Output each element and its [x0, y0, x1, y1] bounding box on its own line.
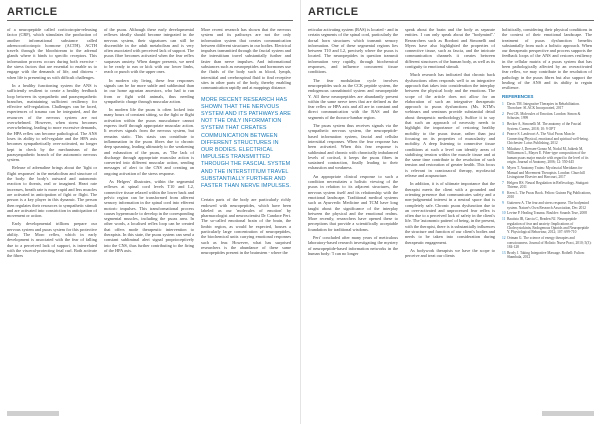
- reference-text: Pearce S. Lasdecort A. The Vital Psoas Muscle: Connecting Physical, emotional and spiritual well-being. Chichester: Lotus Publishing, 2012: [507, 132, 589, 146]
- reference-item: [502, 166, 592, 179]
- references-list: [502, 102, 592, 260]
- reference-item: [502, 211, 592, 215]
- paragraph: As bodywork therapists we have the scope to perceive and treat our clients: [405, 247, 495, 259]
- reference-number: 3: [502, 122, 504, 127]
- paragraph: reticular activating system (RAS) is located - and in certain segments of the spinal cord, particularly the dorsal horn structures which transmit sensory information. One of these segmental regions lies between T10 and L2, precisely where the psoas is located. The neuropeptides in question transmit information very rapidly, through biochemical responses, and influence concurrent tissue conditions.: [308, 27, 398, 75]
- paragraph: Pert' concluded after many years of meticulous laboratory-based research investigating the mystery of neuropeptide-based information networks in the human body: 'I can no longer: [308, 234, 398, 256]
- reference-number: 9: [502, 201, 504, 206]
- reference-item: [502, 201, 592, 210]
- paragraph: Much research has indicated that chronic back dysfunctions often responds well to an integrative approach that takes into consideration the interplay between the physical body and the emotions. The scope of the article does not allow for an elaboration of such an integrative therapeutic approach to psoas dysfunctions (Ms. KTM's webinars and seminars provide substantial detail about therapeutic methodology). Suffice it to say that such an approach of necessity needs to highlight the importance of restoring healthy mobility to the psoas tissue, rather than just focusing on its properties of muscularity and mobility. A deep listening to connective tissue conditions at such a level can identify areas of stabilising tension within the muscle tissue and at the same time contribute to the resolution of such tension and restoration of greater health. This focus is relevant in craniosacral therapy, myofascial release and acupuncture.: [405, 72, 495, 179]
- reference-number: 5: [502, 147, 504, 152]
- paragraph: In addition, it is of ultimate importance that the therapist meets the client with a grounded and orienting presence that communicates safety and a non-judgmental interest in a neutral space that is completely safe. Chronic psoas dysfunction due to an over-activated and unprocessed fear reflex is often due to a perceived lack of safety in the client's life. The 'autonomic pattern' of being, in the present, with the therapist, there is is substantially influences the structure and function of our client's bodies and needs to be taken into consideration during therapeutic engagement.: [405, 181, 495, 245]
- reference-text: Levine P. Healing Trauma. Boulder: Sounds True, 2008: [507, 211, 587, 216]
- header-rule-left: [7, 20, 293, 21]
- reference-number: 6: [502, 166, 504, 171]
- reference-number: 13: [502, 250, 506, 255]
- paragraph: of the psoas. Although these early developmental reflexes ideally should become integrated in the nervous system, their signatures can still be discernible in the adult metabolism and is very often associated with perceived lack of support. The psoas fibre becomes activated when the fear reflex surpasses anxiety. When danger presents, we need to be ready to run or kick with our lower limbs, reach or punch with the upper ones.: [104, 27, 194, 75]
- pull-quote: MORE RECENT RESEARCH HAS SHOWN THAT THE NERVOUS SYSTEM AND ITS PATHWAYS ARE NOT THE ONLY INFORMATION SYSTEM THAT CREATES COMMUNICATION BETWEEN DIFFERENT STRUCTURES IN OUR BODIES. ELECTRICAL IMPULSES TRANSMITTED THROUGH THE FASCIAL SYSTEM AND THE INTERSTITIUM TRAVEL SUBSTANTIALLY FURTHER AND FASTER THAN NERVE IMPULSES.: [201, 96, 291, 189]
- reference-item: [502, 191, 592, 200]
- paragraph: holistically, considering their physical conditions in the context of their emotional landscape. The treatment of psoas dysfunction benefits substantially from such a holistic approach. When our therapeutic perspective and process supports the feedback loops of the ANS and restores resiliency in the cellular matrix of a psoas system that has been pathologically affected by an overactivated fear reflex, we may contribute to the resolution of pathology in the psoas fibres but also support the healing of the ANS and its ability to regain resilience.: [502, 27, 592, 91]
- reference-text: Pert CB. Molecules of Emotion. London: Simon & Schuster, 1999: [507, 112, 581, 121]
- column-1: [7, 27, 97, 405]
- reference-number: 8: [502, 190, 504, 195]
- reference-item: [502, 147, 592, 165]
- right-page: [300, 0, 600, 424]
- paragraph: speak about the brain and the body as separate entities. I can only speak about the "bodymind".' Researchers such as Bordoni and Simonelli and Myers have also highlighted the properties of connective tissue, such as fascia, and the intricate communication channels it creates between different structures of the human body, as well as its contiguity to emotional stimuli.: [405, 27, 495, 70]
- reference-item: [502, 236, 592, 249]
- reference-text: Gutierrez A. The fear and stress response. The bodymind system. Nature's Own Research Association, Dec 2012: [507, 201, 589, 210]
- column-3: [201, 27, 291, 405]
- reference-item: [502, 112, 592, 121]
- paragraph: In modern life the psoas is often locked into many hours of constant sitting, so the fight or flight activation within the psoas musculature cannot express itself through appropriate muscular action. It receives signals from the nervous system, but remains static. This stasis can contribute to inflammation in the psoas fibres due to chronic deep spasming, leading ultimately to the weakening and exhaustion of the psoas, as 'The lack of discharge through appropriate muscular action is converted into different muscular action, sending messages of alert to the CNS and creating an ongoing activation of the stress response.: [104, 107, 194, 176]
- paragraph: In modern city living, these fear responses signals can be far more subtle and subliminal than in our home agrarian ancestors, who had to run from or fight wild animals, thus needing sympathetic charge through muscular action.: [104, 77, 194, 104]
- reference-number: 10: [502, 211, 506, 216]
- paragraph: Early developmental trillions prepare our nervous system and psoas system for this protective ability. The Moro reflex, which in early development is associated with the fear of falling due to a perceived lack of support, is interrelated with the visceral-protecting fetal curl. Both activate the fibres: [7, 221, 97, 259]
- reference-text: Helgers RS. Neural Regulation in Reflexology. Stuttgart: Thieme, 2011: [507, 180, 590, 190]
- paragraph: Release of adrenaline brings about the 'fight or flight responses' in the metabolism and structure of the body: the body's outward and autonomic reaction to threats, real or imagined. Heart rate increases, breath rate is more rapid and less muscles are activated in anticipation of fight or flight. The person is a key player in this dynamic. The person then regulates their resources to sympathetic stimuli and are activated into constriction in anticipation of movement or action.: [7, 165, 97, 219]
- paragraph: An appropriate clinical response to such a condition necessitates a holistic viewing of the psoas in relation to its adjacent structures, the nervous system itself and its relationship with the emotional landscape. Traditional medical systems such as Ayurvedic Medicine and TCM have long taught about the significance of the interplay between the physical and the emotional realms. More recently, researchers have opened these to perceptions that provide a scientifically acceptable foundation for traditional wisdoms.: [308, 173, 398, 232]
- reference-item: [502, 251, 592, 260]
- reference-number: 1: [502, 101, 504, 106]
- column-6: [502, 27, 592, 405]
- paragraph: of a neuropeptide called corticotropin-releasing factor (CRF), which stimulates the production of another informational substance called adrenocorticotropic hormone (ACTH). ACTH travels through the bloodstream to the adrenal glands where it binds to specific receptors. This information process occurs during both exercise - the stress factors that are essential to enable us to engage with the demands of life, and distress - when life is presenting us with difficult challenges.: [7, 27, 97, 80]
- reference-item: [502, 181, 592, 190]
- header-rule-right: [308, 20, 594, 21]
- reference-text: Keen L. The Psoas Book. Felton: Guinea Pig Publications, 2010: [507, 190, 592, 200]
- reference-text: Davis TM. Integrative Therapies in Rehabilitation. Thorofare: SLACK Incorporated, 2017: [507, 101, 580, 111]
- reference-item: [502, 217, 592, 235]
- reference-number: 12: [502, 236, 506, 241]
- paragraph: More recent research has shown that the nervous system and its pathways are not the only information system that creates communication between different structures in our bodies. Electrical impulses transmitted through the fascial system and the interstitium travel substantially further and faster than nerve impulses. And informational substances such as neuropeptides and hormones use the fluids of the body such as blood, lymph, interstitial and cerebrospinal fluid to find receptive sites in other parts of the body, thereby enabling communication rapidly and at mappings distance.: [201, 27, 291, 91]
- reference-item: [502, 132, 592, 145]
- paragraph: The fear modulation cycle involves neuropeptides such as the CCK peptide system, the endogenous cannabinoid system and neuropeptide Y. All these neuropeptides are abundantly present within the same nerve trees that are defined as the fear reflex or HPA axis and all are in constant and direct communication with the RAS and the segments of the thoraco-lumbar region.: [308, 77, 398, 120]
- section-label-left: ARTICLE: [7, 6, 58, 18]
- column-4: [308, 27, 398, 405]
- paragraph: The psoas system thus receives signals via the sympathetic nervous system, the neuropeptide-based information system, fascial and cellular interstitial responses. When the fear response has been activated. When this fear response is subliminal and chronic with chronically imbalanced levels of cortisol, it keeps the psoas fibres in sustained contraction, finally leading to their exhaustion and weakness.: [308, 123, 398, 171]
- paragraph: Certain parts of the body are particularly richly endowed with neuropeptides, which have been labeled as our 'molecules of emotion' by pharmacologist and neuroscientist Dr Candace Pert. The so-called emotional brain of the brain, the limbic region, as would be expected, houses a particularly large concentration of neuropeptides, the biochemical units carrying emotional responses such as fear. However, what has surprised researchers is the abundance of these same neuropeptides present in the brainstem - where the: [201, 197, 291, 256]
- reference-item: [502, 122, 592, 131]
- reference-text: Becker A, Simonelli M. The anatomy of the Fascial System. Cureus, 2018; 10: 9 OPT: [507, 122, 582, 131]
- reference-number: 11: [502, 217, 506, 222]
- reference-text: Myers T. Anatomy Trains: Myofascial Meridians for Manual and Movement Therapists. London: Churchill Livingstone Elsevier and Harcourt, 2017: [507, 166, 585, 179]
- section-label-right: ARTICLE: [308, 6, 359, 18]
- column-2: [104, 27, 194, 405]
- reference-text: Ortman G. The science of energy therapies and consciousness. Journal of Holistic Nurse Pract, 2010; 5(3): 184-128: [507, 236, 592, 249]
- footer-bar-right: [542, 411, 594, 416]
- reference-text: Brody J. Taking Integrative Massage. Bothell: Fulton: Shambala, 2012: [507, 250, 585, 260]
- paragraph: In a healthy functioning system the ANS is sufficiently resilient to create a healthy feedback loop between its sympathetic and parasympathetic branches, maintaining sufficient resiliency for effective self-regulation. Challenges can be faced, experiences of trauma can be integrated, and the resources of the nervous system are not overwhelmed. However, when stress becomes overwhelming, leading to more excessive demands, the HPA reflex can become pathological. The ANS loses its ability to self-regulate and the HPA axis becomes sympathetically over-activated, no longer kept in check by the mechanisms of the parasympathetic branch of the autonomic nervous system.: [7, 82, 97, 163]
- reference-number: 2: [502, 112, 504, 117]
- footer-bar-left: [7, 411, 59, 416]
- reference-item: [502, 102, 592, 111]
- reference-number: 7: [502, 180, 504, 185]
- reference-text: Mikahaw J, Dressen-Gonzo M, Nodal M, Jaikesh M, Williamson L, Mayes E. Fiber-type composition of the human psoas major muscle with regard to the level of its origin. Journal of Anatomy, 2006; 12: 550-445: [507, 147, 589, 165]
- reference-text: Bautista IR, Garcia C, Beaden NJ. Neuropeptide regulation of fear and anxiety: Implications of Cholecystokinin, Endogenous Opioids and Neuropeptide Y. Physiological Behaviour, 2012; 107: 699-710: [507, 217, 589, 235]
- reference-number: 4: [502, 132, 504, 137]
- paragraph: As Helgers' illustrates, within the segmental reflexes at spinal cord levels T10 and L2, connective tissue relaxed within the lower back and pelvic region can be transformed from afferent sensory information in the spinal cord into efferent motoric impulses. This transformational process causes hypermuscle to develop in the corresponding segmental muscles, including the psoas area. In other words, a localised reflex loop can be created that offers mode therapeutic intervention to therapists. In this state, the psoas system can send a constant subliminal alert signal proprioceptively into the CNS, thus further contributing to the firing of the HPA axis.: [104, 179, 194, 253]
- references-heading: REFERENCES: [502, 93, 534, 99]
- column-5: [405, 27, 495, 405]
